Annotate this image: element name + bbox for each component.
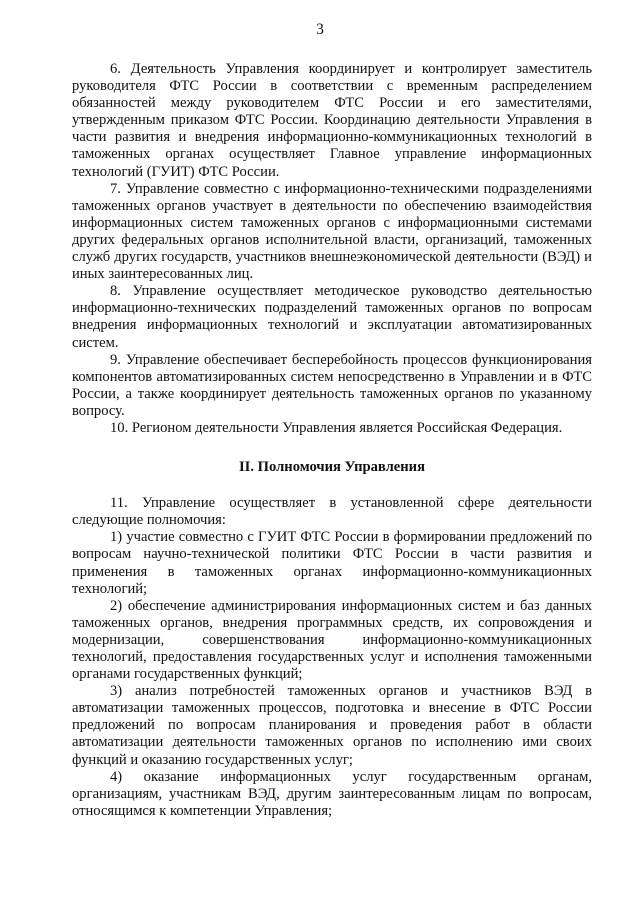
page-number: 3 (316, 21, 324, 38)
paragraph-8: 8. Управление осуществляет методическое руководство деятельностью информационно-технических подразделений таможенных органов по вопросам внедрения информационных технологий и эксплуатации автоматизированных систем. (72, 283, 592, 351)
document-body (72, 61, 592, 820)
list-item-3: 3) анализ потребностей таможенных органов и участников ВЭД в автоматизации таможенных процессов, подготовка и внесение в ФТС России предложений по вопросам планирования и проведения работ в области автоматизации деятельности таможенных органов по исполнению ими своих функций и оказанию государственных услуг; (72, 683, 592, 768)
list-item-1: 1) участие совместно с ГУИТ ФТС России в формировании предложений по вопросам научно-технической политики ФТС России в части развития и применения в таможенных органах информационно-коммуникационных технологий; (72, 529, 592, 597)
list-item-4: 4) оказание информационных услуг государственным органам, организациям, участникам ВЭД, другим заинтересованным лицам по вопросам, относящимся к компетенции Управления; (72, 768, 592, 819)
section-heading: II. Полномочия Управления (239, 459, 425, 476)
list-item-2: 2) обеспечение администрирования информационных систем и баз данных таможенных органов, внедрения программных средств, их сопровождения и модернизации, совершенствования информационно-коммуникационных технологий, предоставления государственных услуг и исполнения таможенными органами государственных функций; (72, 597, 592, 683)
paragraph-7: 7. Управление совместно с информационно-техническими подразделениями таможенных органов участвует в деятельности по обеспечению взаимодействия информационных систем таможенных органов с информационными системами других федеральных органов исполнительной власти, организаций, таможенных служб других государств, участников внешнеэкономической деятельности (ВЭД) и иных заинтересованных лиц. (72, 180, 592, 283)
paragraph-6: 6. Деятельность Управления координирует и контролирует заместитель руководителя ФТС России в соответствии с временным распределением обязанностей между руководителем ФТС России и его заместителями, утвержденным приказом ФТС России. Координацию деятельности Управления в части развития и внедрения информационно-коммуникационных технологий в таможенных органах осуществляет Главное управление информационных технологий (ГУИТ) ФТС России. (72, 61, 592, 180)
paragraph-9: 9. Управление обеспечивает бесперебойность процессов функционирования компонентов автоматизированных систем непосредственно в Управлении и в ФТС России, а также координирует деятельность таможенных органов по указанному вопросу. (72, 351, 592, 419)
paragraph-10: 10. Регионом деятельности Управления является Российская Федерация. (110, 419, 563, 436)
paragraph-11: 11. Управление осуществляет в установленной сфере деятельности следующие полномочия: (72, 495, 592, 529)
